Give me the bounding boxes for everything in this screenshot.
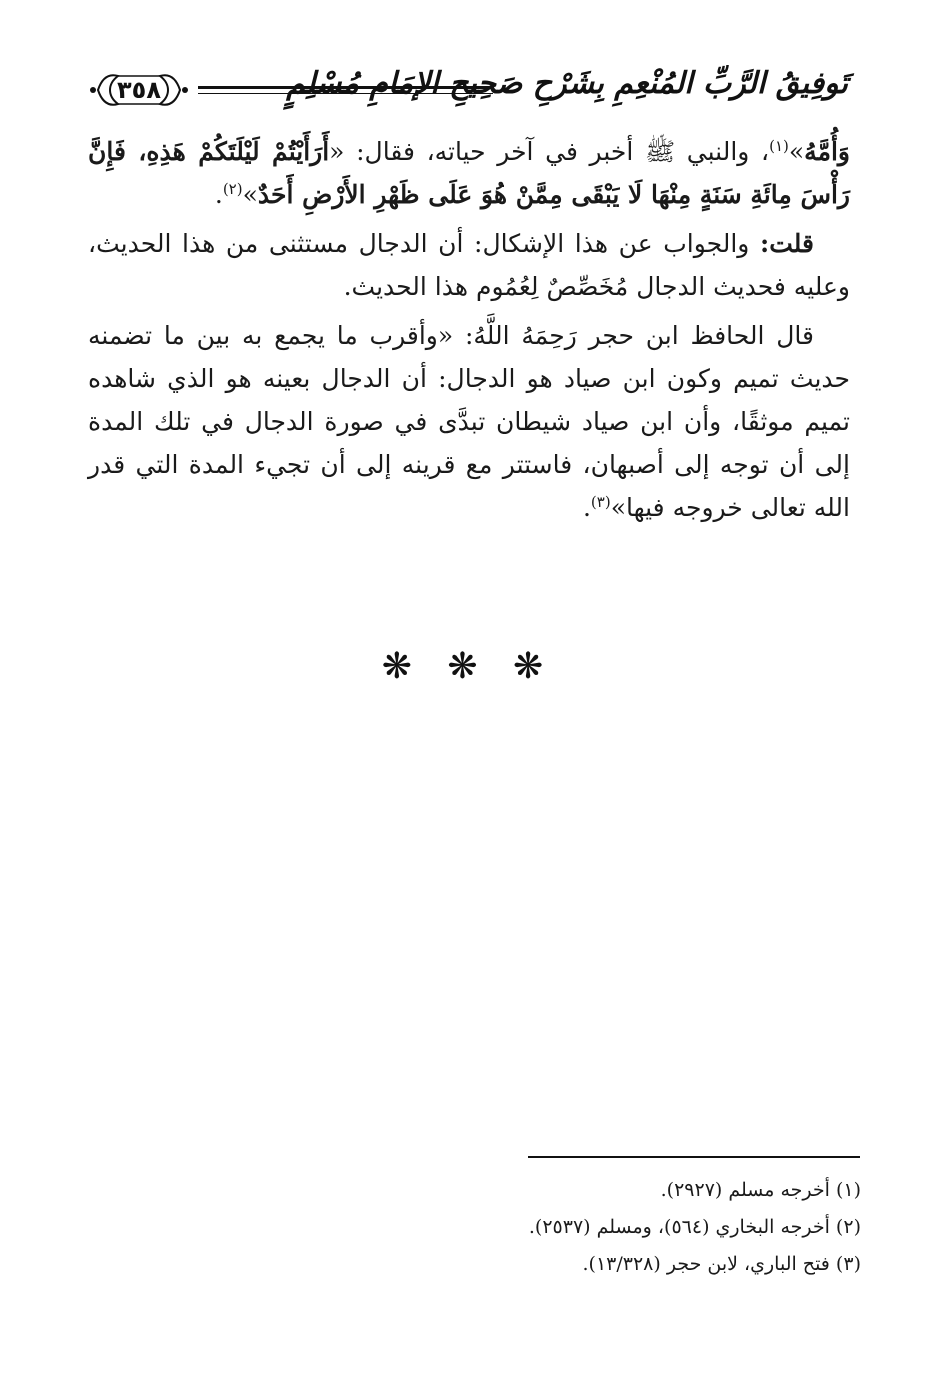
book-title: تَوفِيقُ الرَّبِّ المُنْعِمِ بِشَرْحِ صَحِيحِ الإمَامِ مُسْلِمٍ	[286, 66, 848, 101]
footnote-ref-2: (٢)	[222, 180, 243, 198]
footnote-ref-1: (١)	[769, 137, 789, 155]
paragraph-text: والجواب عن هذا الإشكال: أن الدجال مستثنى من هذا الحديث، وعليه فحديث الدجال مُخَصِّصٌ لِعُمُوم هذا الحديث.	[88, 229, 850, 301]
period: .	[214, 180, 223, 209]
bold-phrase: وَأُمَّهُ	[804, 137, 850, 166]
main-text	[88, 130, 850, 535]
paragraph-2	[88, 222, 850, 308]
section-separator: ❋ ❋ ❋	[381, 646, 556, 687]
page-header	[88, 62, 848, 128]
footnote-rule	[528, 1156, 860, 1158]
paragraph-1	[88, 130, 850, 216]
hadith-text: أَرَأَيْتُمْ لَيْلَتَكُمْ هَذِهِ، فَإِنَّ رَأْسَ مِائَةِ سَنَةٍ مِنْهَا لَا يَبْقَى مِمَّنْ هُوَ عَلَى ظَهْرِ الأَرْضِ أَحَدٌ	[88, 137, 850, 209]
footnote-ref-3: (٣)	[590, 493, 611, 511]
footnote-1: (١) أخرجه مسلم (٢٩٢٧).	[660, 1179, 861, 1201]
close-quote: »	[242, 180, 258, 209]
page-number-ornament	[88, 68, 190, 112]
page-number: ٣٥٨	[117, 76, 161, 104]
close-quote: »	[788, 137, 805, 166]
bold-phrase: قلت:	[759, 229, 814, 258]
paragraph-text: ، والنبي ﷺ أخبر في آخر حياته، فقال: «	[329, 137, 770, 166]
paragraph-3	[88, 314, 850, 529]
period: .	[582, 493, 591, 522]
paragraph-text: قال الحافظ ابن حجر رَحِمَهُ اللَّهُ: «وأقرب ما يجمع به بين ما تضمنه حديث تميم وكون ابن صياد هو الدجال: أن الدجال بعينه هو الذي شاهده تميم موثقًا، وأن ابن صياد شيطان تبدَّى في صورة الدجال في تلك المدة إلى أن توجه إلى أصبهان، فاستتر مع قرينه إلى أن تجيء المدة التي قدر الله تعالى خروجه فيها»	[88, 321, 850, 522]
footnote-3: (٣) فتح الباري، لابن حجر (١٣/٣٢٨).	[582, 1253, 861, 1275]
footnote-2: (٢) أخرجه البخاري (٥٦٤)، ومسلم (٢٥٣٧).	[528, 1216, 861, 1238]
footnotes	[161, 1172, 861, 1283]
